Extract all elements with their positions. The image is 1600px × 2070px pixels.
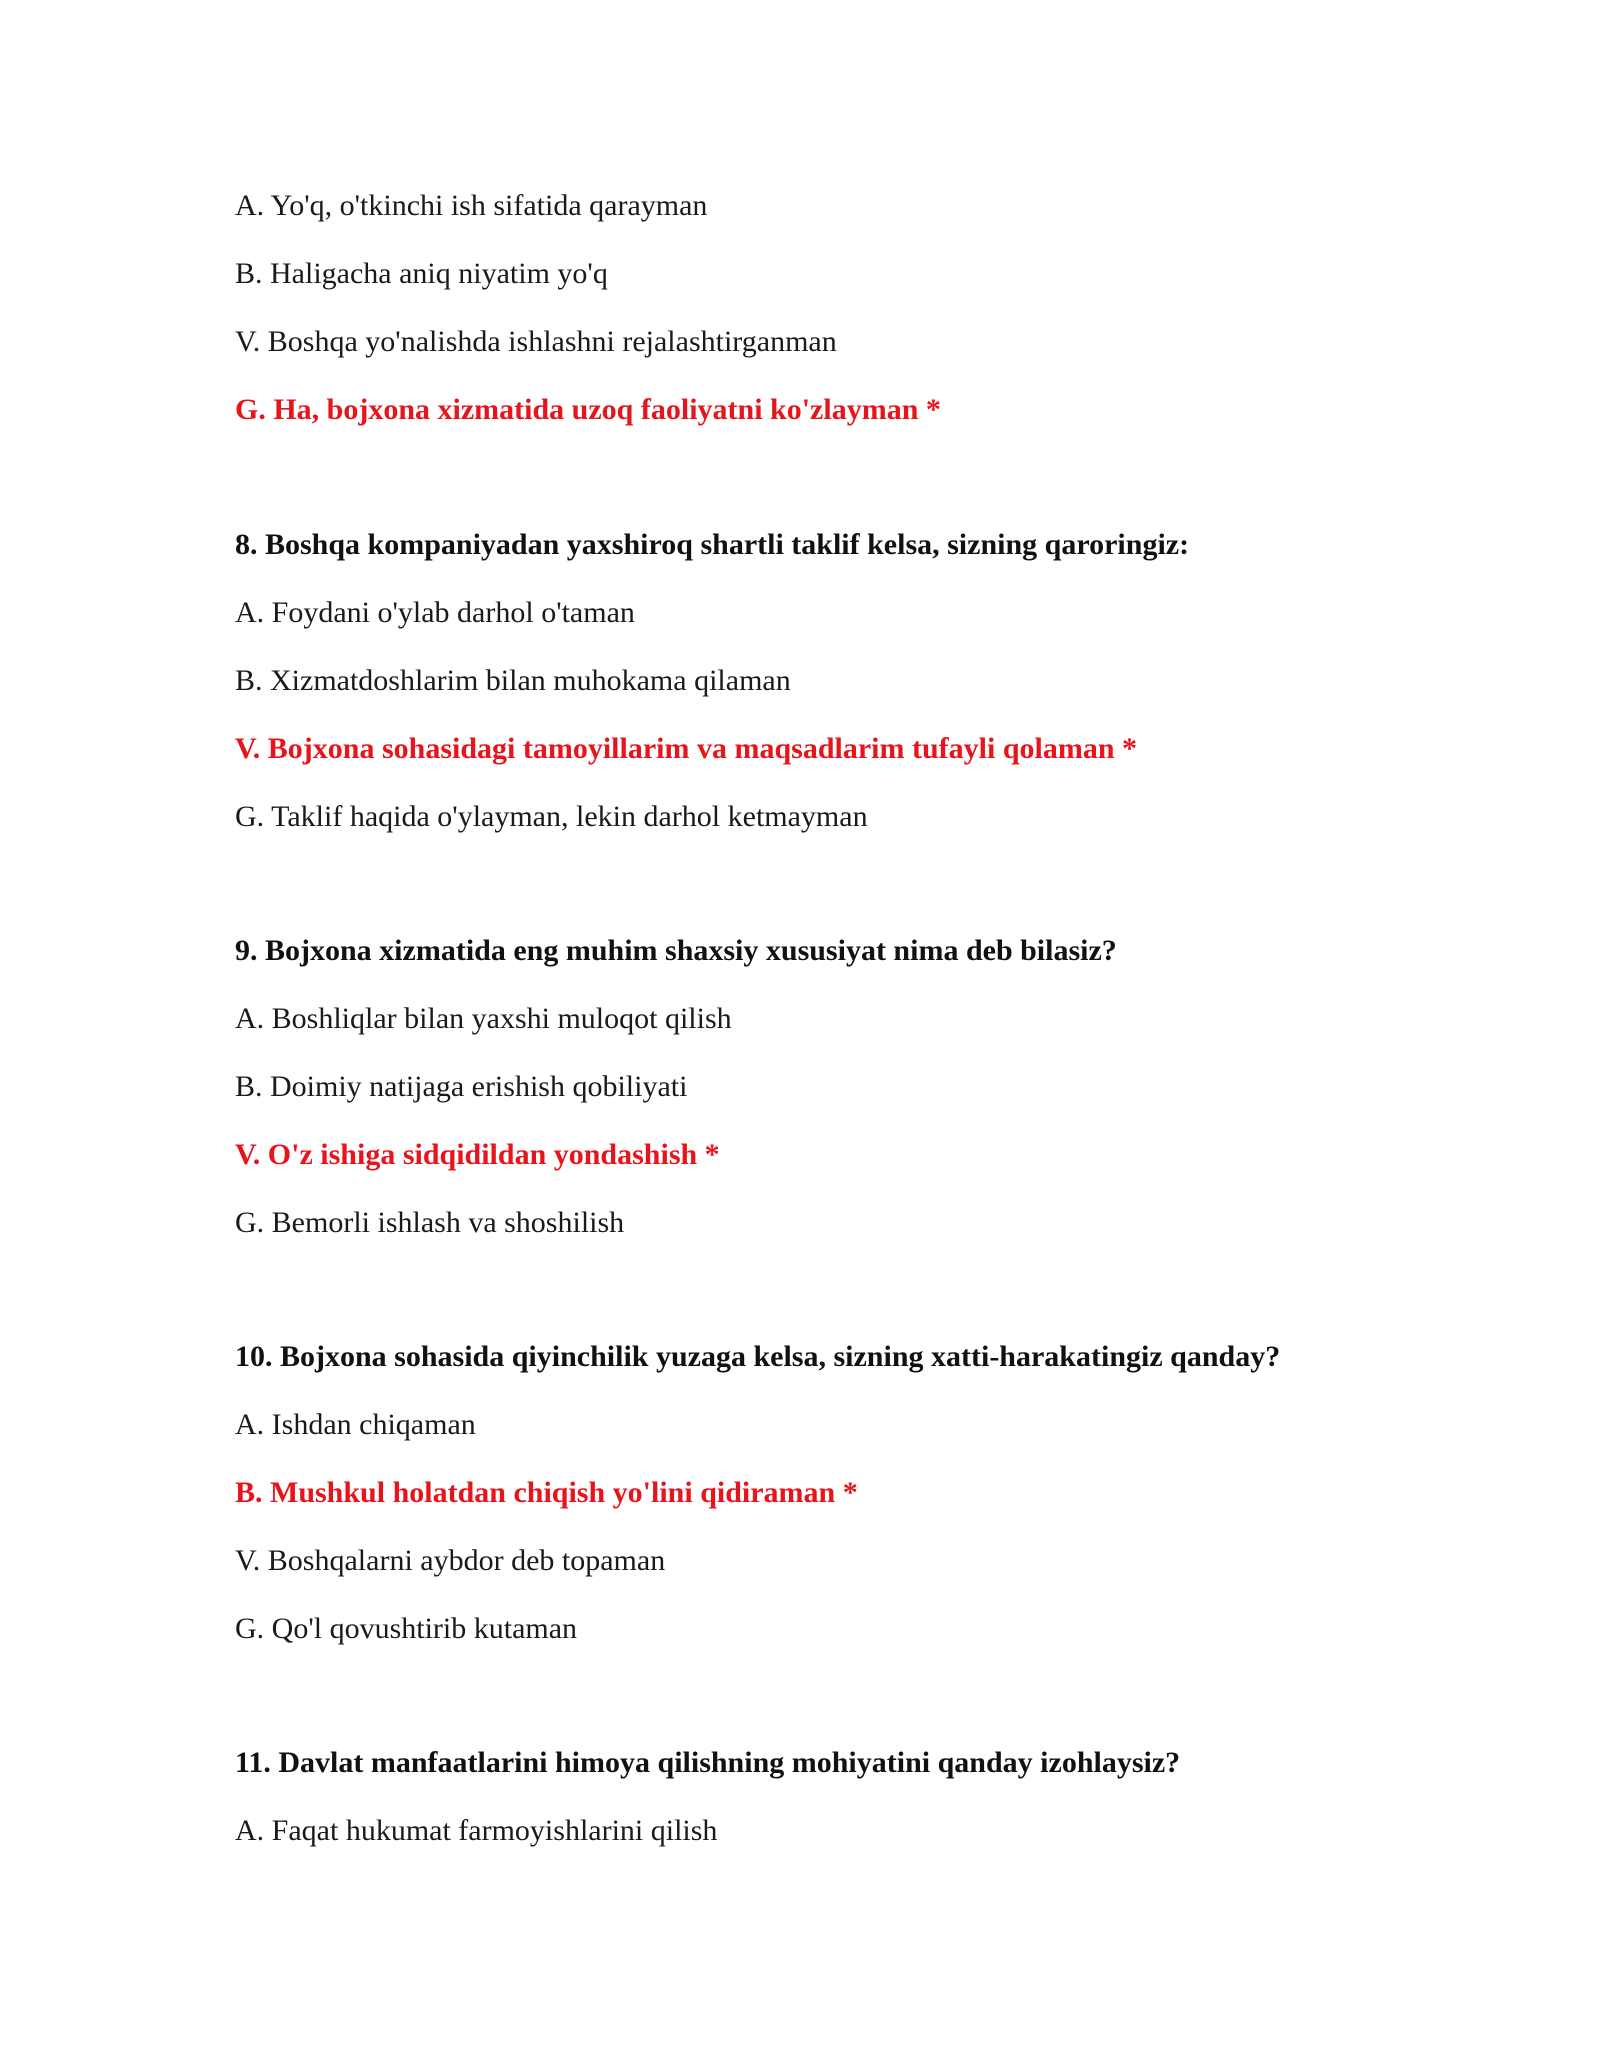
option-q7-g-correct: G. Ha, bojxona xizmatida uzoq faoliyatni ko'zlayman * bbox=[235, 393, 941, 426]
option-q9-b: B. Doimiy natijaga erishish qobiliyati bbox=[235, 1070, 688, 1103]
option-q10-b-correct: B. Mushkul holatdan chiqish yo'lini qidiraman * bbox=[235, 1476, 858, 1509]
option-q7-v: V. Boshqa yo'nalishda ishlashni rejalashtirganman bbox=[235, 325, 837, 358]
option-q8-a: A. Foydani o'ylab darhol o'taman bbox=[235, 596, 635, 629]
option-q8-g: G. Taklif haqida o'ylayman, lekin darhol ketmayman bbox=[235, 800, 868, 833]
question-11: 11. Davlat manfaatlarini himoya qilishning mohiyatini qanday izohlaysiz? bbox=[235, 1746, 1181, 1779]
option-q10-a: A. Ishdan chiqaman bbox=[235, 1408, 476, 1441]
option-q11-a: A. Faqat hukumat farmoyishlarini qilish bbox=[235, 1814, 718, 1847]
option-q10-g: G. Qo'l qovushtirib kutaman bbox=[235, 1612, 578, 1645]
question-9: 9. Bojxona xizmatida eng muhim shaxsiy xususiyat nima deb bilasiz? bbox=[235, 934, 1117, 967]
option-q9-v-correct: V. O'z ishiga sidqidildan yondashish * bbox=[235, 1138, 720, 1171]
option-q9-g: G. Bemorli ishlash va shoshilish bbox=[235, 1206, 625, 1239]
option-q8-b: B. Xizmatdoshlarim bilan muhokama qilaman bbox=[235, 664, 791, 697]
option-q10-v: V. Boshqalarni aybdor deb topaman bbox=[235, 1544, 666, 1577]
question-8: 8. Boshqa kompaniyadan yaxshiroq shartli taklif kelsa, sizning qaroringiz: bbox=[235, 528, 1190, 561]
question-10: 10. Bojxona sohasida qiyinchilik yuzaga kelsa, sizning xatti-harakatingiz qanday? bbox=[235, 1340, 1281, 1373]
option-q7-a: A. Yo'q, o'tkinchi ish sifatida qarayman bbox=[235, 189, 708, 222]
option-q9-a: A. Boshliqlar bilan yaxshi muloqot qilish bbox=[235, 1002, 732, 1035]
option-q8-v-correct: V. Bojxona sohasidagi tamoyillarim va maqsadlarim tufayli qolaman * bbox=[235, 732, 1138, 765]
option-q7-b: B. Haligacha aniq niyatim yo'q bbox=[235, 257, 608, 290]
